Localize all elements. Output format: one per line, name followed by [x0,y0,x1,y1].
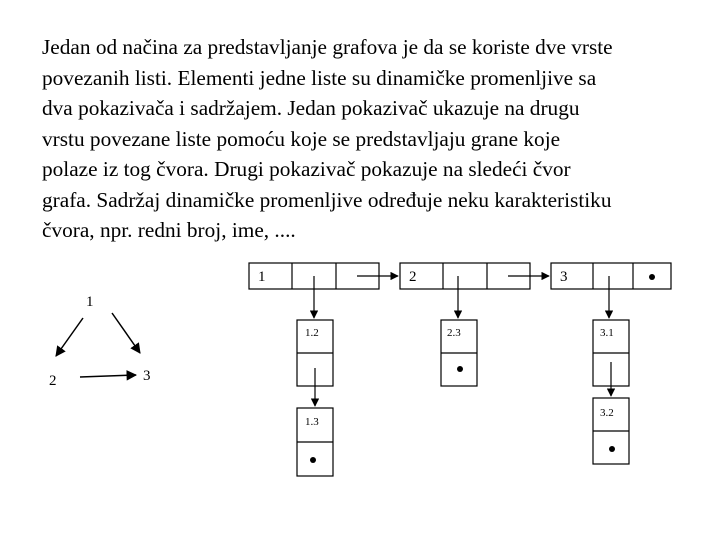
null-pointer-dot [609,446,615,452]
edge-label-1-2: 1.2 [305,327,319,339]
edge-label-3-1: 3.1 [600,327,614,339]
graph-drawing [56,313,140,377]
node-label-1: 1 [258,269,266,285]
graph-node-1: 1 [86,294,94,310]
node-label-3: 3 [560,269,568,285]
edge-label-1-3: 1.3 [305,416,319,428]
edge-label-2-3: 2.3 [447,327,461,339]
graph-node-3: 3 [143,368,151,384]
node-list [249,263,671,318]
edge-1-2 [56,318,83,356]
graph-node-2: 2 [49,373,57,389]
null-pointer-dot [457,366,463,372]
edge-1-3 [112,313,140,353]
node-label-2: 2 [409,269,417,285]
null-pointer-dot [649,274,655,280]
edge-2-3 [80,375,136,377]
description-paragraph: Jedan od načina za predstavljanje grafova je da se koriste dve vrste povezanih listi. Elementi jedne liste su dinamičke promenljive sa dva pokazivača i sadržajem. Jedan pokazivač ukazuje na drugu vrstu povezane liste pomoću koje se predstavljaju grane koje polaze iz tog čvora. Drugi pokazivač pokazuje na sledeći čvor grafa. Sadržaj dinamičke promenljive određuje neku karakteristiku čvora, npr. redni broj, ime, .... [42,35,613,242]
null-pointer-dot [310,457,316,463]
edge-label-3-2: 3.2 [600,407,614,419]
